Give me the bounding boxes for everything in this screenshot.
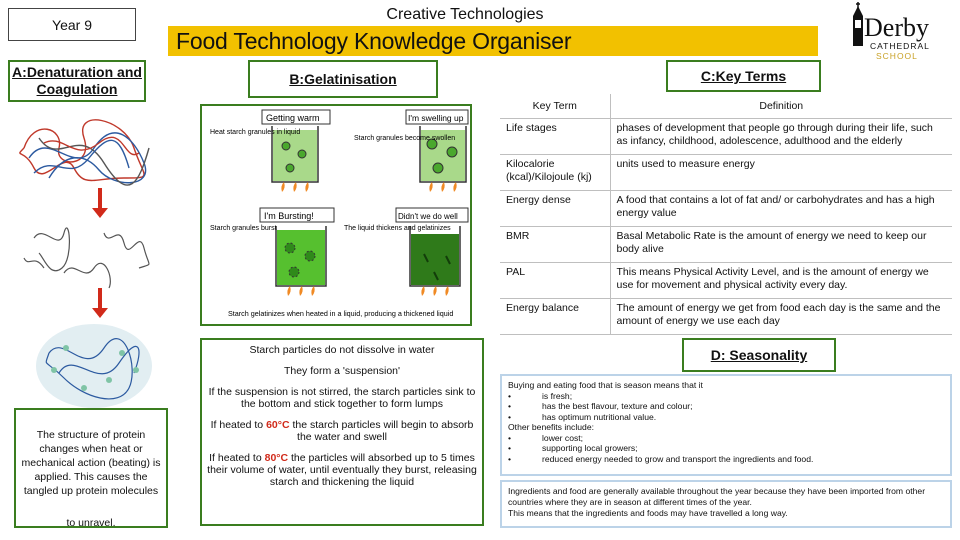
flame-icon <box>287 286 314 296</box>
section-d-heading: D: Seasonality <box>682 338 836 372</box>
seasonality-intro: Buying and eating food that is season means that it <box>508 380 703 390</box>
logo-subtext-2: SCHOOL <box>876 51 918 61</box>
seasonality-benefits <box>500 374 952 476</box>
section-a-heading: A:Denaturation and Coagulation <box>8 60 146 102</box>
title-banner <box>168 26 818 56</box>
column-header-definition: Definition <box>610 94 952 118</box>
table-row: BMR Basal Metabolic Rate is the amount of energy we need to keep our body alive <box>500 226 952 262</box>
subject-title: Creative Technologies <box>386 6 544 23</box>
list-item: • supporting local growers; <box>508 443 638 453</box>
caption-text: The structure of protein changes when heat or mechanical action (beating) is applied. This causes the tangled up protein molecules <box>21 429 161 497</box>
flame-icon <box>429 182 456 192</box>
column-header-term: Key Term <box>500 94 610 118</box>
page-title: Food Technology Knowledge Organiser <box>176 28 572 54</box>
beaker-icon <box>410 226 460 286</box>
list-item: • reduced energy needed to grow and transport the ingredients and food. <box>508 453 814 464</box>
note-swell: Starch granules become swollen <box>354 135 456 142</box>
fact-line: If heated to 60°C the starch particles will begin to absorb the water and swell <box>210 419 474 443</box>
year-label: Year 9 <box>8 8 136 41</box>
protein-denaturation-diagram <box>4 108 170 408</box>
gelatinisation-text <box>200 338 484 526</box>
table-row: Life stages phases of development that people go through during their life, such as infancy, childhood, adolescence, adulthood and the elderly <box>500 118 952 154</box>
coagulated-protein-illustration <box>36 324 152 408</box>
cathedral-logo-icon <box>846 2 950 64</box>
temperature-60: 60°C <box>266 419 290 431</box>
tangled-protein-illustration <box>20 120 149 185</box>
fact-line: If the suspension is not stirred, the starch particles sink to the bottom and stick together to form lumps <box>208 386 476 410</box>
denaturation-caption <box>14 408 168 528</box>
beaker-icon <box>276 226 326 286</box>
seasonality-paragraph <box>500 480 952 528</box>
paragraph-text: This means that the ingredients and foods may have travelled a long way. <box>508 508 788 518</box>
flame-icon <box>421 286 448 296</box>
logo-text: Derby <box>864 13 929 42</box>
panel-label-warm: Getting warm <box>266 113 320 123</box>
section-b-heading: B:Gelatinisation <box>248 60 438 98</box>
table-row: PAL This means Physical Activity Level, and is the amount of energy we use for movement and physical activity every day. <box>500 262 952 298</box>
note-thicken: The liquid thickens and gelatinizes <box>344 225 451 232</box>
table-header-row <box>500 94 952 118</box>
down-arrow-icon <box>92 288 108 318</box>
section-c-heading: C:Key Terms <box>666 60 821 92</box>
list-item: • has optimum nutritional value. <box>508 411 657 422</box>
caption-text-end: to unravel. <box>66 517 116 529</box>
school-logo <box>846 2 950 64</box>
key-terms-table <box>500 94 952 335</box>
fact-line: If heated to 80°C the particles will absorbed up to 5 times their volume of water, until eventually they burst, releasing starch and thickening the liquid <box>207 452 477 488</box>
gelatinisation-diagram <box>200 104 472 326</box>
table-row: Energy balance The amount of energy we get from food each day is the same and the amount of energy we use each day <box>500 298 952 334</box>
down-arrow-icon <box>92 188 108 218</box>
table-row: Energy dense A food that contains a lot of fat and/ or carbohydrates and has a high energy value <box>500 190 952 226</box>
unfolded-protein-illustration <box>24 228 149 288</box>
benefits-label: Other benefits include: <box>508 422 594 432</box>
panel-label-bursting: I'm Bursting! <box>264 211 314 221</box>
list-item: • lower cost; <box>508 432 584 443</box>
diagram-footer: Starch gelatinizes when heated in a liquid, producing a thickened liquid <box>228 309 454 318</box>
table-row: Kilocalorie (kcal)/Kilojoule (kj) units used to measure energy <box>500 154 952 190</box>
note-burst: Starch granules burst <box>210 225 277 232</box>
temperature-80: 80°C <box>264 452 289 464</box>
panel-label-done: Didn't we do well <box>398 212 458 221</box>
flame-icon <box>281 182 308 192</box>
note-heat: Heat starch granules in liquid <box>210 129 301 136</box>
paragraph-text: Ingredients and food are generally available throughout the year because they have been imported from other countries where they are in season at different times of the year. <box>508 486 926 507</box>
logo-subtext: CATHEDRAL <box>870 41 930 51</box>
list-item: • has the best flavour, texture and colour; <box>508 401 693 411</box>
fact-line: Starch particles do not dissolve in water <box>249 344 435 356</box>
panel-label-swelling: I'm swelling up <box>408 113 464 123</box>
list-item: • is fresh; <box>508 390 573 401</box>
fact-line: They form a 'suspension' <box>283 365 401 377</box>
